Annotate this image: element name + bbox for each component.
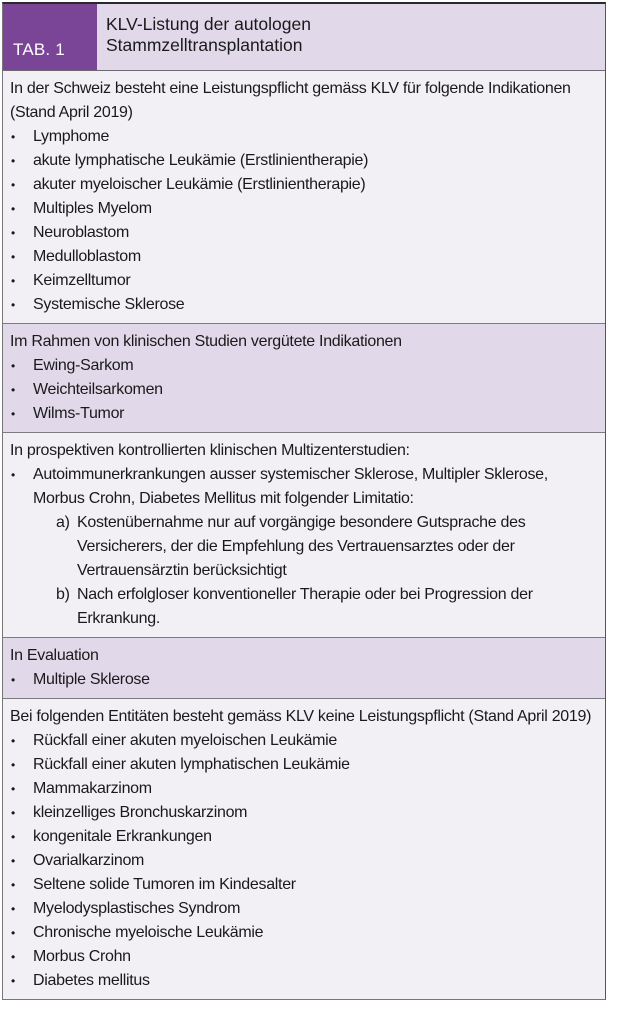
- list-item: • akuter myeloischer Leukämie (Erstlinientherapie): [10, 173, 597, 197]
- list-item: • akute lymphatische Leukämie (Erstlinientherapie): [10, 149, 597, 173]
- list-item: • Lymphome: [10, 125, 597, 149]
- table-title: [97, 4, 605, 70]
- list-item: • Seltene solide Tumoren im Kindesalter: [10, 873, 597, 897]
- list-item: • kleinzelliges Bronchuskarzinom: [10, 801, 597, 825]
- section-intro: Im Rahmen von klinischen Studien vergütete Indikationen: [10, 333, 402, 350]
- table-header: [3, 4, 605, 71]
- limitation-item: [56, 511, 597, 583]
- list-item: • Keimzelltumor: [10, 269, 597, 293]
- list-item: • Morbus Crohn: [10, 945, 597, 969]
- list-item: • Myelodysplastisches Syndrom: [10, 897, 597, 921]
- indication-list: [10, 668, 597, 692]
- section-intro: In prospektiven kontrollierten klinischen Multizenterstudien:: [10, 442, 410, 459]
- indication-list: [10, 463, 597, 511]
- limitation-text: Kostenübernahme nur auf vorgängige besondere Gutsprache des Versicherers, der die Empfehlung des Vertrauensarztes oder der Vertrauensärztin berücksichtigt: [77, 514, 526, 579]
- section-leistungspflicht: [3, 71, 605, 324]
- limitation-marker: a): [56, 514, 70, 531]
- list-item: • Mammakarzinom: [10, 777, 597, 801]
- section-in-evaluation: [3, 638, 605, 699]
- table-number-label: TAB. 1: [3, 4, 97, 70]
- list-item: • kongenitale Erkrankungen: [10, 825, 597, 849]
- list-item: • Weichteilsarkomen: [10, 378, 597, 402]
- list-item: • Rückfall einer akuten lymphatischen Leukämie: [10, 753, 597, 777]
- section-keine-leistungspflicht: [3, 699, 605, 999]
- indication-list: [10, 729, 597, 993]
- list-item: • Medulloblastom: [10, 245, 597, 269]
- section-intro: In der Schweiz besteht eine Leistungspflicht gemäss KLV für folgende Indikationen (Stand April 2019): [10, 80, 571, 121]
- list-item: • Rückfall einer akuten myeloischen Leukämie: [10, 729, 597, 753]
- limitation-marker: b): [56, 586, 70, 603]
- list-item: • Ovarialkarzinom: [10, 849, 597, 873]
- list-item: • Diabetes mellitus: [10, 969, 597, 993]
- list-item: • Autoimmunerkrankungen ausser systemischer Sklerose, Multipler Sklerose, Morbus Crohn, Diabetes Mellitus mit folgender Limitatio:: [10, 463, 597, 511]
- section-multizenterstudien: [3, 433, 605, 638]
- section-klinische-studien: [3, 324, 605, 433]
- indication-list: [10, 354, 597, 426]
- list-item: • Wilms-Tumor: [10, 402, 597, 426]
- list-item: • Neuroblastom: [10, 221, 597, 245]
- limitation-list: [10, 511, 597, 631]
- list-item: • Ewing-Sarkom: [10, 354, 597, 378]
- section-intro: Bei folgenden Entitäten besteht gemäss KLV keine Leistungspflicht (Stand April 2019): [10, 708, 592, 725]
- section-intro: In Evaluation: [10, 647, 99, 664]
- indication-list: [10, 125, 597, 317]
- klv-table: [2, 2, 606, 1000]
- limitation-item: [56, 583, 597, 631]
- list-item: • Systemische Sklerose: [10, 293, 597, 317]
- table-title-line-1: KLV-Listung der autologen: [106, 14, 311, 34]
- table-title-line-2: Stammzelltransplantation: [106, 35, 303, 55]
- limitation-text: Nach erfolgloser konventioneller Therapie oder bei Progression der Erkrankung.: [77, 586, 533, 627]
- list-item: • Multiple Sklerose: [10, 668, 597, 692]
- list-item: • Multiples Myelom: [10, 197, 597, 221]
- list-item: • Chronische myeloische Leukämie: [10, 921, 597, 945]
